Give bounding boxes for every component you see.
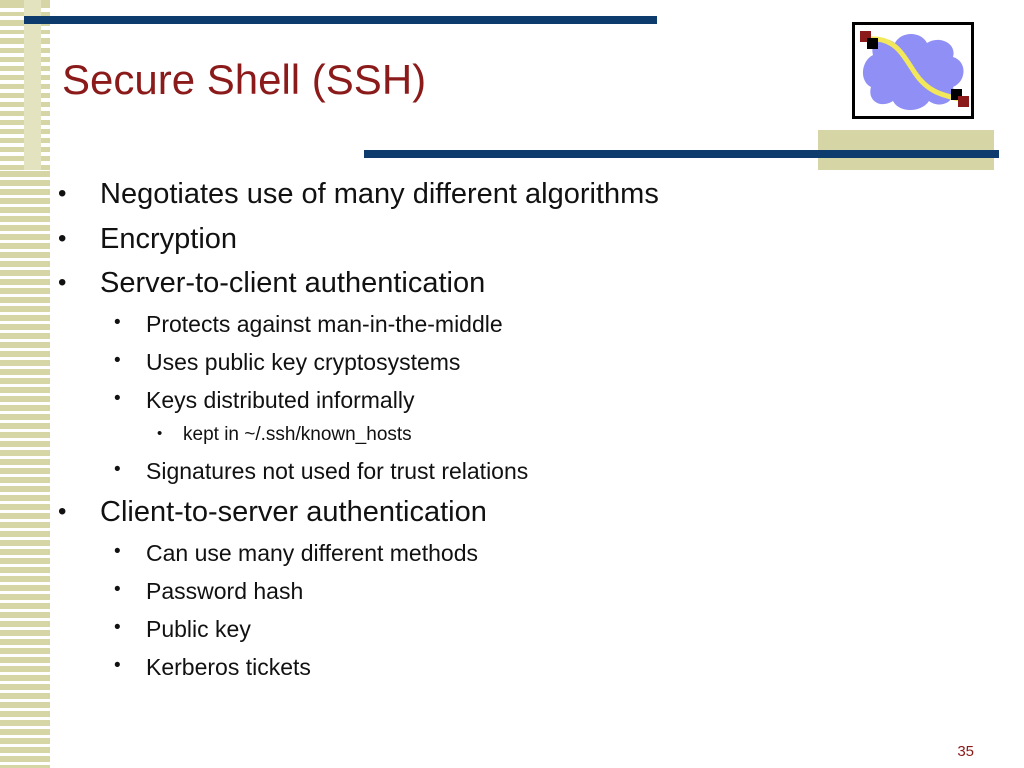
sub-bullet-item: • Public key <box>114 616 251 642</box>
page-title: Secure Shell (SSH) <box>62 56 427 103</box>
bullet-item: • Encryption <box>58 223 238 255</box>
node-icon <box>867 38 878 49</box>
sub-bullet-item: • Can use many different methods <box>114 540 478 566</box>
page-number: 35 <box>957 743 974 760</box>
node-icon <box>958 96 969 107</box>
sub-bullet-item: • Keys distributed informally <box>114 387 415 413</box>
bullet-item: • Server-to-client authentication <box>58 267 486 299</box>
bullet-item: • Client-to-server authentication <box>58 496 487 528</box>
bullet-item: • Negotiates use of many different algorithms <box>58 178 659 210</box>
sub-bullet-item: • Password hash <box>114 578 304 604</box>
network-cloud-icon <box>852 22 974 119</box>
title-top-rule <box>24 16 657 24</box>
sub-bullet-item: • Signatures not used for trust relations <box>114 458 529 484</box>
vertical-accent-bar <box>24 0 41 170</box>
sub-sub-bullet-item: • kept in ~/.ssh/known_hosts <box>157 424 412 445</box>
title-bottom-rule <box>364 150 999 158</box>
sub-bullet-item: • Kerberos tickets <box>114 654 311 680</box>
sub-bullet-item: • Protects against man-in-the-middle <box>114 311 503 337</box>
sub-bullet-item: • Uses public key cryptosystems <box>114 349 461 375</box>
